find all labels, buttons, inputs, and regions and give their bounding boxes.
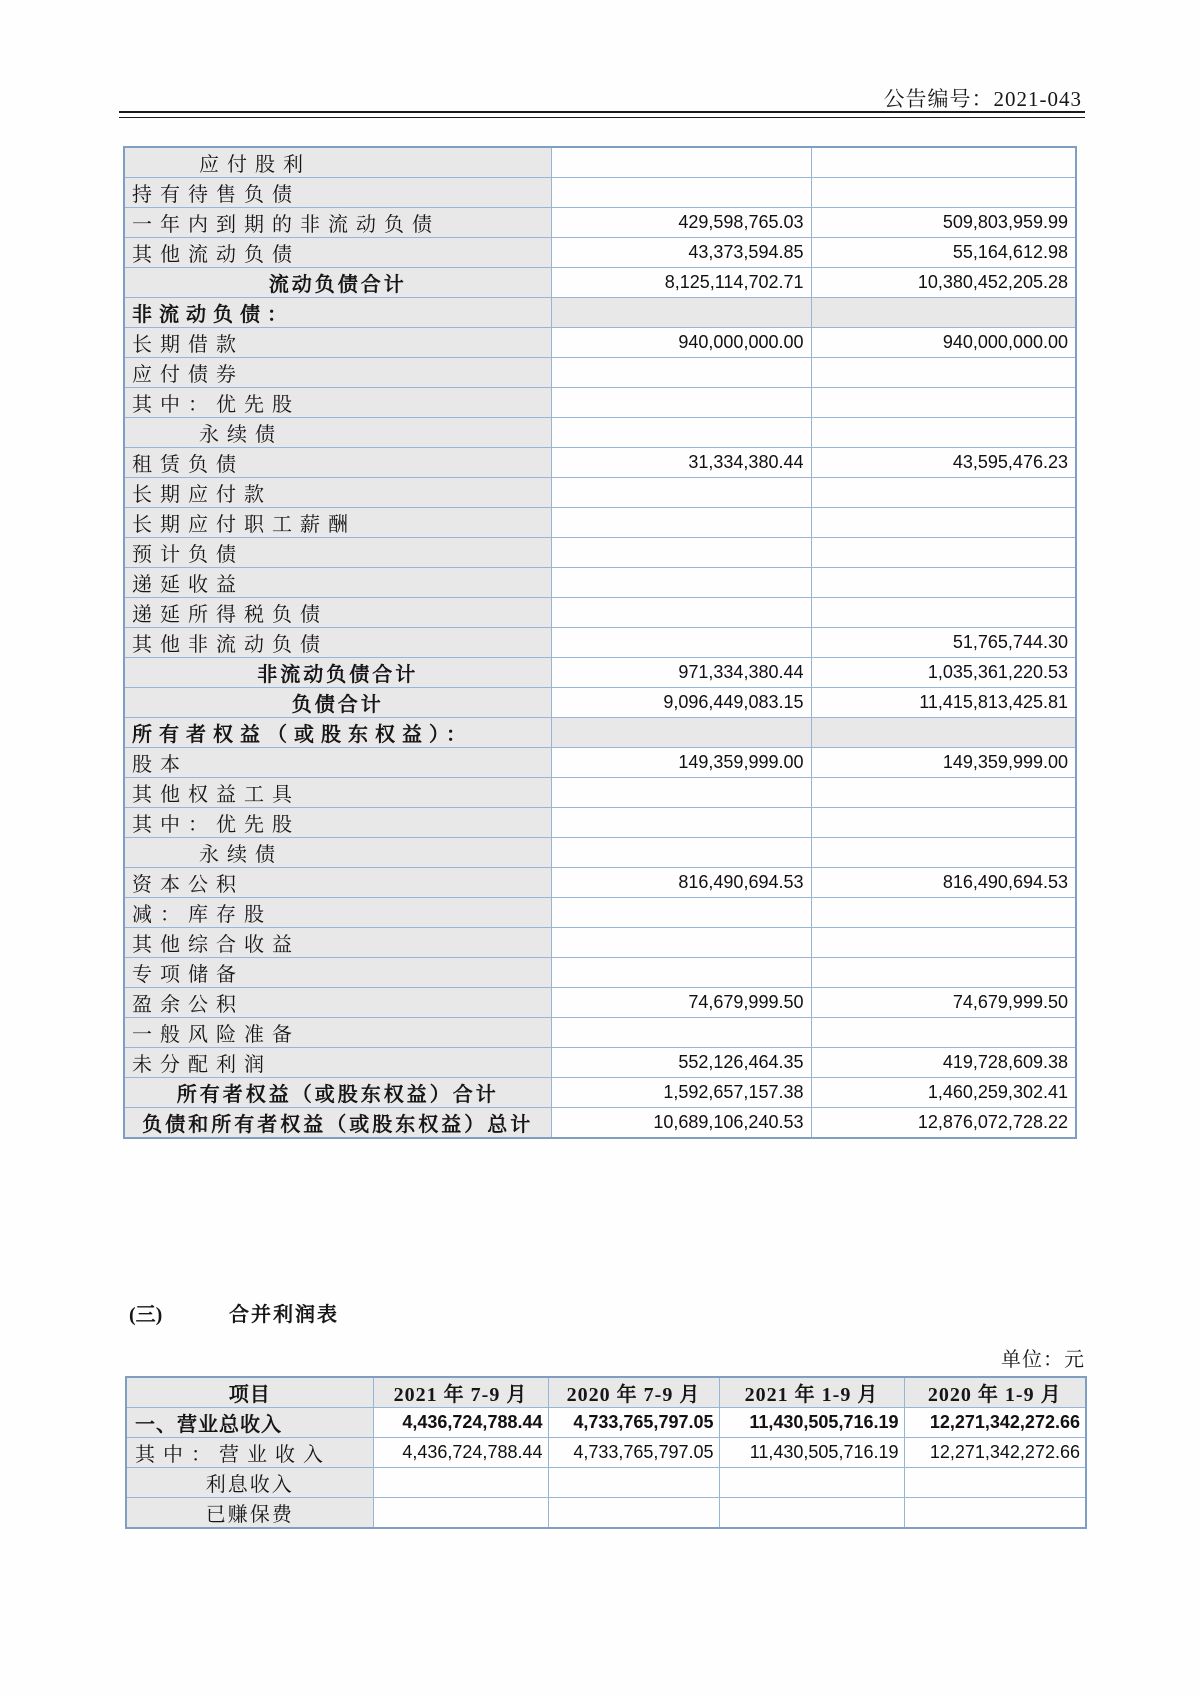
balance-row-label: 专项储备 [124,958,551,988]
balance-row [124,358,1076,388]
balance-row-value-prior: 43,595,476.23 [811,448,1076,478]
balance-row-value-current [551,898,811,928]
balance-row [124,298,1076,328]
income-row-value [548,1498,719,1529]
balance-row-label: 流动负债合计 [124,268,551,298]
balance-row [124,478,1076,508]
balance-row-label: 资本公积 [124,868,551,898]
balance-row-value-prior [811,598,1076,628]
balance-row [124,328,1076,358]
balance-row-label: 永续债 [124,838,551,868]
income-row-value [719,1468,904,1498]
balance-row-value-current: 31,334,380.44 [551,448,811,478]
balance-row [124,808,1076,838]
balance-row-label: 持有待售负债 [124,178,551,208]
balance-row-label: 其他权益工具 [124,778,551,808]
balance-row-value-current [551,628,811,658]
balance-row-value-current [551,928,811,958]
income-row-value [373,1498,548,1529]
balance-row-value-prior [811,388,1076,418]
balance-row-value-prior: 1,460,259,302.41 [811,1078,1076,1108]
balance-row-value-current [551,778,811,808]
balance-row-value-prior: 12,876,072,728.22 [811,1108,1076,1139]
balance-row-value-prior [811,358,1076,388]
balance-row-value-prior [811,178,1076,208]
income-row-value: 4,436,724,788.44 [373,1438,548,1468]
balance-row-value-current: 149,359,999.00 [551,748,811,778]
balance-row-label: 其中：优先股 [124,808,551,838]
income-column-header: 2020 年 1-9 月 [904,1377,1086,1408]
balance-row-value-current [551,538,811,568]
balance-row-label: 一般风险准备 [124,1018,551,1048]
balance-row-value-current [551,568,811,598]
income-row-value: 4,436,724,788.44 [373,1408,548,1438]
balance-row-value-prior: 940,000,000.00 [811,328,1076,358]
income-row-label: 已赚保费 [126,1498,373,1529]
balance-row-value-prior [811,568,1076,598]
balance-row-label: 股本 [124,748,551,778]
balance-row [124,418,1076,448]
balance-row-value-current: 429,598,765.03 [551,208,811,238]
balance-row-value-prior [811,808,1076,838]
income-column-header: 项目 [126,1377,373,1408]
balance-row-value-current [551,178,811,208]
balance-row-value-current [551,508,811,538]
income-row [126,1468,1086,1498]
income-row-value [719,1498,904,1529]
balance-row-label: 减：库存股 [124,898,551,928]
balance-row [124,928,1076,958]
income-row-value [373,1468,548,1498]
balance-row-value-prior [811,538,1076,568]
income-row-value: 11,430,505,716.19 [719,1408,904,1438]
balance-row-value-prior [811,418,1076,448]
balance-row [124,628,1076,658]
balance-row-value-prior [811,898,1076,928]
balance-row-value-prior: 51,765,744.30 [811,628,1076,658]
balance-row-value-current: 940,000,000.00 [551,328,811,358]
income-row-value: 11,430,505,716.19 [719,1438,904,1468]
balance-row-value-current [551,358,811,388]
balance-row [124,568,1076,598]
balance-row-value-prior [811,928,1076,958]
header-rule [119,111,1085,118]
balance-row [124,238,1076,268]
income-row [126,1498,1086,1529]
balance-row [124,1018,1076,1048]
balance-row-value-current [551,418,811,448]
balance-row-value-current: 43,373,594.85 [551,238,811,268]
income-row-value [904,1498,1086,1529]
income-row-value: 12,271,342,272.66 [904,1408,1086,1438]
balance-row-value-prior [811,147,1076,178]
balance-row-value-prior: 74,679,999.50 [811,988,1076,1018]
balance-row-value-current: 816,490,694.53 [551,868,811,898]
balance-row-label: 递延所得税负债 [124,598,551,628]
balance-row [124,838,1076,868]
section-title: 合并利润表 [229,1304,339,1326]
balance-row-value-prior [811,958,1076,988]
balance-row-value-current: 8,125,114,702.71 [551,268,811,298]
balance-row-value-prior [811,1018,1076,1048]
balance-row [124,868,1076,898]
balance-row-label: 非流动负债合计 [124,658,551,688]
balance-row-label: 所有者权益（或股东权益）合计 [124,1078,551,1108]
balance-row-label: 其他流动负债 [124,238,551,268]
balance-row-label: 租赁负债 [124,448,551,478]
balance-row-value-prior: 509,803,959.99 [811,208,1076,238]
income-statement-table [125,1376,1087,1529]
balance-row-label: 其中：优先股 [124,388,551,418]
balance-row-value-current [551,808,811,838]
balance-row [124,208,1076,238]
announcement-number: 公告编号：2021-043 [883,87,1082,111]
balance-row-value-prior [811,718,1076,748]
balance-row [124,508,1076,538]
income-row-value [548,1468,719,1498]
balance-row-value-current: 552,126,464.35 [551,1048,811,1078]
balance-row-value-current [551,958,811,988]
income-statement-body [126,1408,1086,1529]
balance-row [124,658,1076,688]
balance-row-value-current [551,147,811,178]
balance-row [124,448,1076,478]
balance-row-value-current: 74,679,999.50 [551,988,811,1018]
balance-row-label: 盈余公积 [124,988,551,1018]
balance-row-value-prior: 1,035,361,220.53 [811,658,1076,688]
balance-row-value-current [551,718,811,748]
balance-row-value-prior [811,298,1076,328]
balance-row-label: 应付股利 [124,147,551,178]
income-column-header: 2020 年 7-9 月 [548,1377,719,1408]
income-row-value: 4,733,765,797.05 [548,1438,719,1468]
balance-sheet-body [124,147,1076,1138]
balance-row-label: 递延收益 [124,568,551,598]
income-statement-header [126,1377,1086,1408]
income-row [126,1408,1086,1438]
balance-row-value-prior [811,778,1076,808]
balance-row-value-prior [811,478,1076,508]
balance-row-value-prior: 419,728,609.38 [811,1048,1076,1078]
balance-row-value-prior: 149,359,999.00 [811,748,1076,778]
balance-row-value-current: 1,592,657,157.38 [551,1078,811,1108]
balance-row-value-current [551,388,811,418]
income-column-header: 2021 年 7-9 月 [373,1377,548,1408]
balance-row-label: 永续债 [124,418,551,448]
income-row-label: 其中：营业收入 [126,1438,373,1468]
balance-row-label: 预计负债 [124,538,551,568]
balance-sheet-table [123,146,1077,1139]
balance-row-value-current [551,478,811,508]
balance-row-value-prior: 11,415,813,425.81 [811,688,1076,718]
balance-row [124,898,1076,928]
balance-row [124,1078,1076,1108]
income-row-value: 12,271,342,272.66 [904,1438,1086,1468]
balance-row-label: 所有者权益（或股东权益）： [124,718,551,748]
balance-row-value-current: 971,334,380.44 [551,658,811,688]
balance-row [124,598,1076,628]
balance-row-label: 非流动负债： [124,298,551,328]
balance-row-label: 其他非流动负债 [124,628,551,658]
balance-row-value-current: 10,689,106,240.53 [551,1108,811,1139]
income-header-row [126,1377,1086,1408]
balance-row-value-prior [811,838,1076,868]
balance-row-label: 负债和所有者权益（或股东权益）总计 [124,1108,551,1139]
balance-row [124,988,1076,1018]
income-row [126,1438,1086,1468]
balance-row-label: 负债合计 [124,688,551,718]
balance-row [124,1048,1076,1078]
balance-row-label: 未分配利润 [124,1048,551,1078]
balance-row-value-current [551,298,811,328]
balance-row [124,778,1076,808]
balance-row [124,1108,1076,1139]
income-row-value: 4,733,765,797.05 [548,1408,719,1438]
balance-row-value-prior: 55,164,612.98 [811,238,1076,268]
balance-row-label: 长期应付款 [124,478,551,508]
balance-row-value-prior: 816,490,694.53 [811,868,1076,898]
balance-row [124,178,1076,208]
balance-row [124,688,1076,718]
balance-row [124,748,1076,778]
balance-row [124,538,1076,568]
income-row-label: 利息收入 [126,1468,373,1498]
section-number: (三) [129,1304,163,1326]
balance-row [124,958,1076,988]
balance-row-label: 应付债券 [124,358,551,388]
balance-row-value-current [551,598,811,628]
balance-row-label: 长期借款 [124,328,551,358]
balance-row-label: 一年内到期的非流动负债 [124,208,551,238]
balance-row-value-prior [811,508,1076,538]
balance-row-value-current: 9,096,449,083.15 [551,688,811,718]
balance-row [124,718,1076,748]
unit-label: 单位：元 [1001,1349,1085,1371]
income-row-value [904,1468,1086,1498]
balance-row [124,268,1076,298]
balance-row [124,388,1076,418]
balance-row [124,147,1076,178]
income-column-header: 2021 年 1-9 月 [719,1377,904,1408]
balance-row-value-current [551,1018,811,1048]
income-row-label: 一、营业总收入 [126,1408,373,1438]
balance-row-label: 其他综合收益 [124,928,551,958]
balance-row-label: 长期应付职工薪酬 [124,508,551,538]
balance-row-value-prior: 10,380,452,205.28 [811,268,1076,298]
balance-row-value-current [551,838,811,868]
